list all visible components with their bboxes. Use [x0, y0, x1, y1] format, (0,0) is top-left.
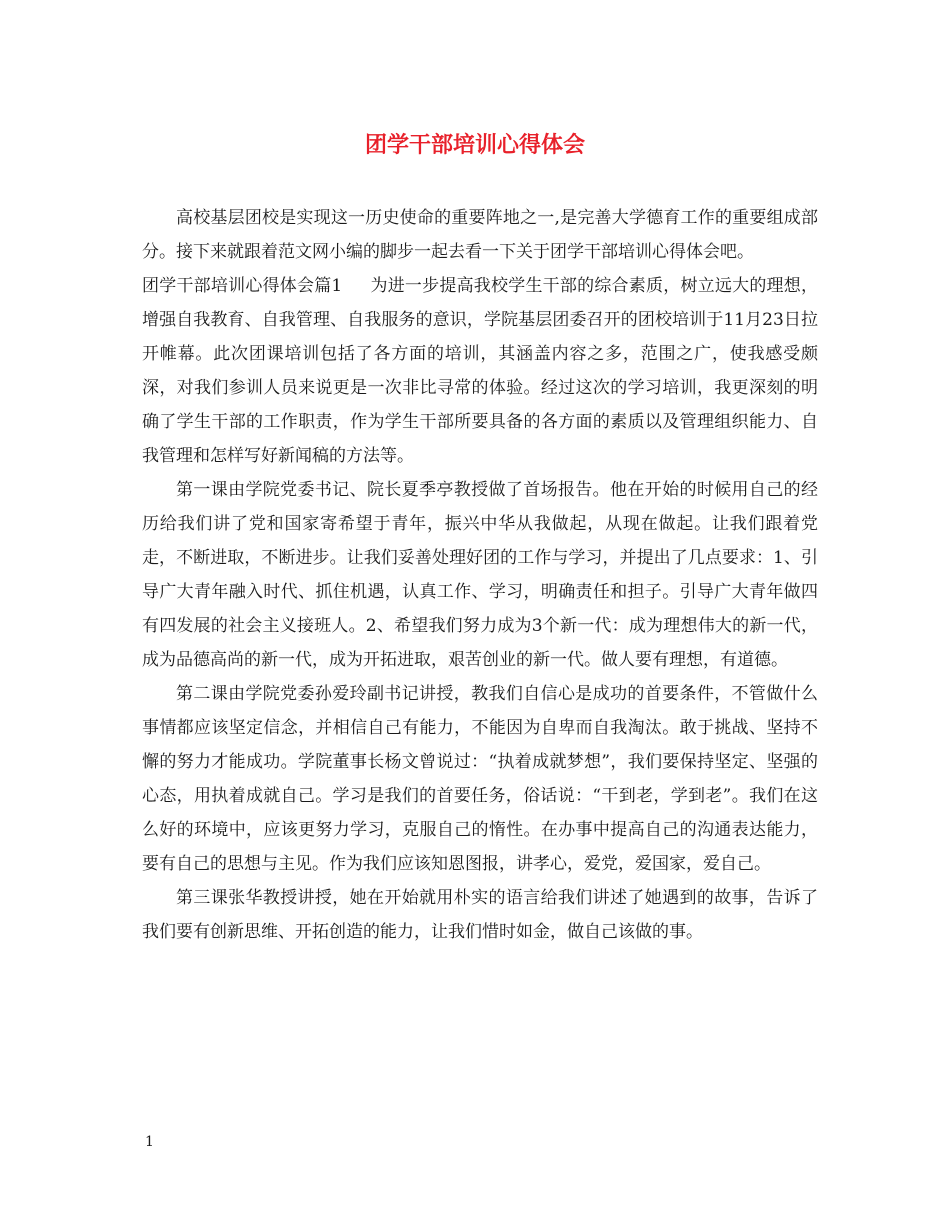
section-lead-text: 为进一步提高我校学生干部的综合素质，树立远大的理想，增强自我教育、自我管理、自我服务的意识，学院基层团委召开的团校培训于11月23日拉开帷幕。此次团课培训包括了各方面的培训，其涵盖内容之多，范围之广，使我感受颇深，对我们参训人员来说更是一次非比寻常的体验。经过这次的学习培训，我更深刻的明确了学生干部的工作职责，作为学生干部所要具备的各方面的素质以及管理组织能力、自我管理和怎样写好新闻稿的方法等。	[142, 276, 818, 466]
intro-paragraph: 高校基层团校是实现这一历史使命的重要阵地之一,是完善大学德育工作的重要组成部分。接下来就跟着范文网小编的脚步一起去看一下关于团学干部培训心得体会吧。	[142, 208, 818, 262]
section-paragraph	[142, 269, 818, 473]
body-paragraph-3: 第三课张华教授讲授，她在开始就用朴实的语言给我们讲述了她遇到的故事，告诉了我们要有创新思维、开拓创造的能力，让我们惜时如金，做自己该做的事。	[142, 888, 818, 942]
section-heading: 团学干部培训心得体会篇1	[142, 276, 343, 296]
document-body	[142, 201, 818, 949]
document-title: 团学干部培训心得体会	[364, 133, 585, 158]
body-paragraph-2: 第二课由学院党委孙爱玲副书记讲授，教我们自信心是成功的首要条件，不管做什么事情都应该坚定信念，并相信自己有能力，不能因为自卑而自我淘汰。敢于挑战、坚持不懈的努力才能成功。学院董事长杨文曾说过：“执着成就梦想”，我们要保持坚定、坚强的心态，用执着成就自己。学习是我们的首要任务，俗话说：“干到老，学到老”。我们在这么好的环境中，应该更努力学习，克服自己的惰性。在办事中提高自己的沟通表达能力，要有自己的思想与主见。作为我们应该知恩图报，讲孝心，爱党，爱国家，爱自己。	[142, 684, 818, 874]
page-number: 1	[145, 1134, 154, 1150]
body-paragraph-1: 第一课由学院党委书记、院长夏季亭教授做了首场报告。他在开始的时候用自己的经历给我们讲了党和国家寄希望于青年，振兴中华从我做起，从现在做起。让我们跟着党走，不断进取，不断进步。让我们妥善处理好团的工作与学习，并提出了几点要求：1、引导广大青年融入时代、抓住机遇，认真工作、学习，明确责任和担子。引导广大青年做四有四发展的社会主义接班人。2、希望我们努力成为3个新一代：成为理想伟大的新一代，成为品德高尚的新一代，成为开拓进取，艰苦创业的新一代。做人要有理想，有道德。	[142, 480, 818, 670]
